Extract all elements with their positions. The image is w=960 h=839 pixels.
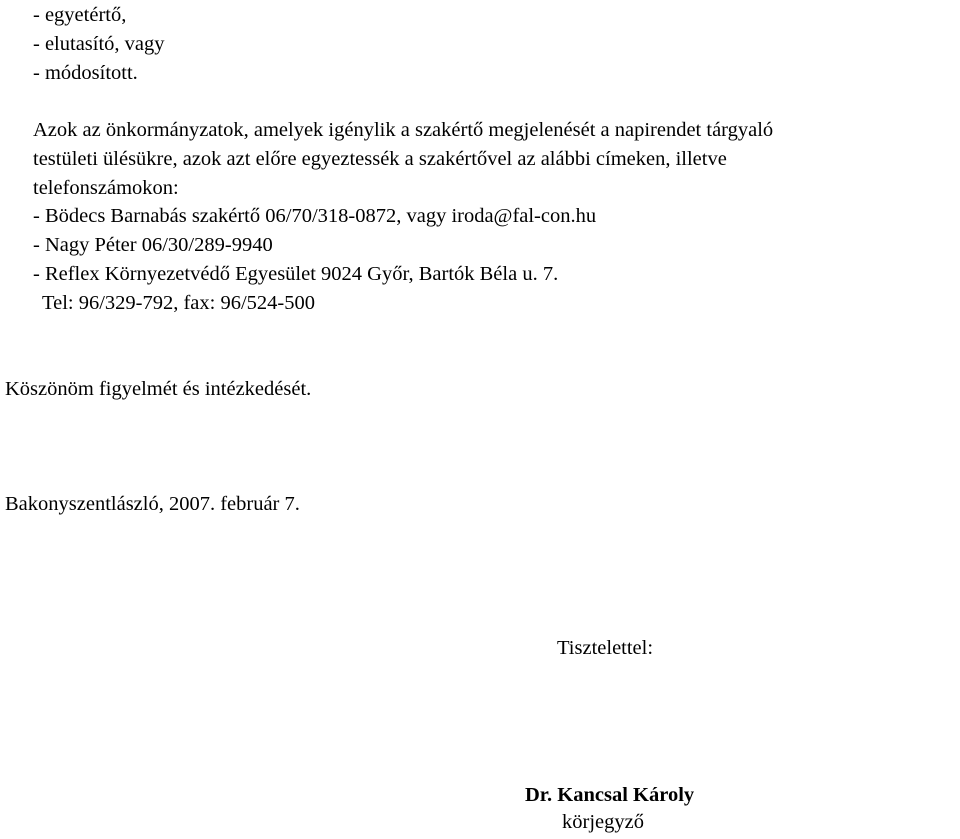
thanks-line: Köszönöm figyelmét és intézkedését. <box>5 378 312 400</box>
place-date: Bakonyszentlászló, 2007. február 7. <box>5 493 300 515</box>
signature-title: körjegyző <box>562 811 644 833</box>
closing-salutation: Tisztelettel: <box>557 637 654 659</box>
paragraph-line: testületi ülésükre, azok azt előre egyeztessék a szakértővel az alábbi címeken, illetve <box>33 148 727 170</box>
contact-line: Tel: 96/329-792, fax: 96/524-500 <box>42 292 315 314</box>
paragraph-line: telefonszámokon: <box>33 177 179 199</box>
signature-name: Dr. Kancsal Károly <box>525 784 695 806</box>
list-option: - módosított. <box>33 62 138 84</box>
list-option: - egyetértő, <box>33 4 127 26</box>
contact-line: - Reflex Környezetvédő Egyesület 9024 Győr, Bartók Béla u. 7. <box>33 263 559 285</box>
list-option: - elutasító, vagy <box>33 33 165 55</box>
paragraph-line: Azok az önkormányzatok, amelyek igénylik a szakértő megjelenését a napirendet tárgyaló <box>33 119 774 141</box>
contact-line: - Nagy Péter 06/30/289-9940 <box>33 234 273 256</box>
contact-line: - Bödecs Barnabás szakértő 06/70/318-0872, vagy iroda@fal-con.hu <box>33 205 597 227</box>
